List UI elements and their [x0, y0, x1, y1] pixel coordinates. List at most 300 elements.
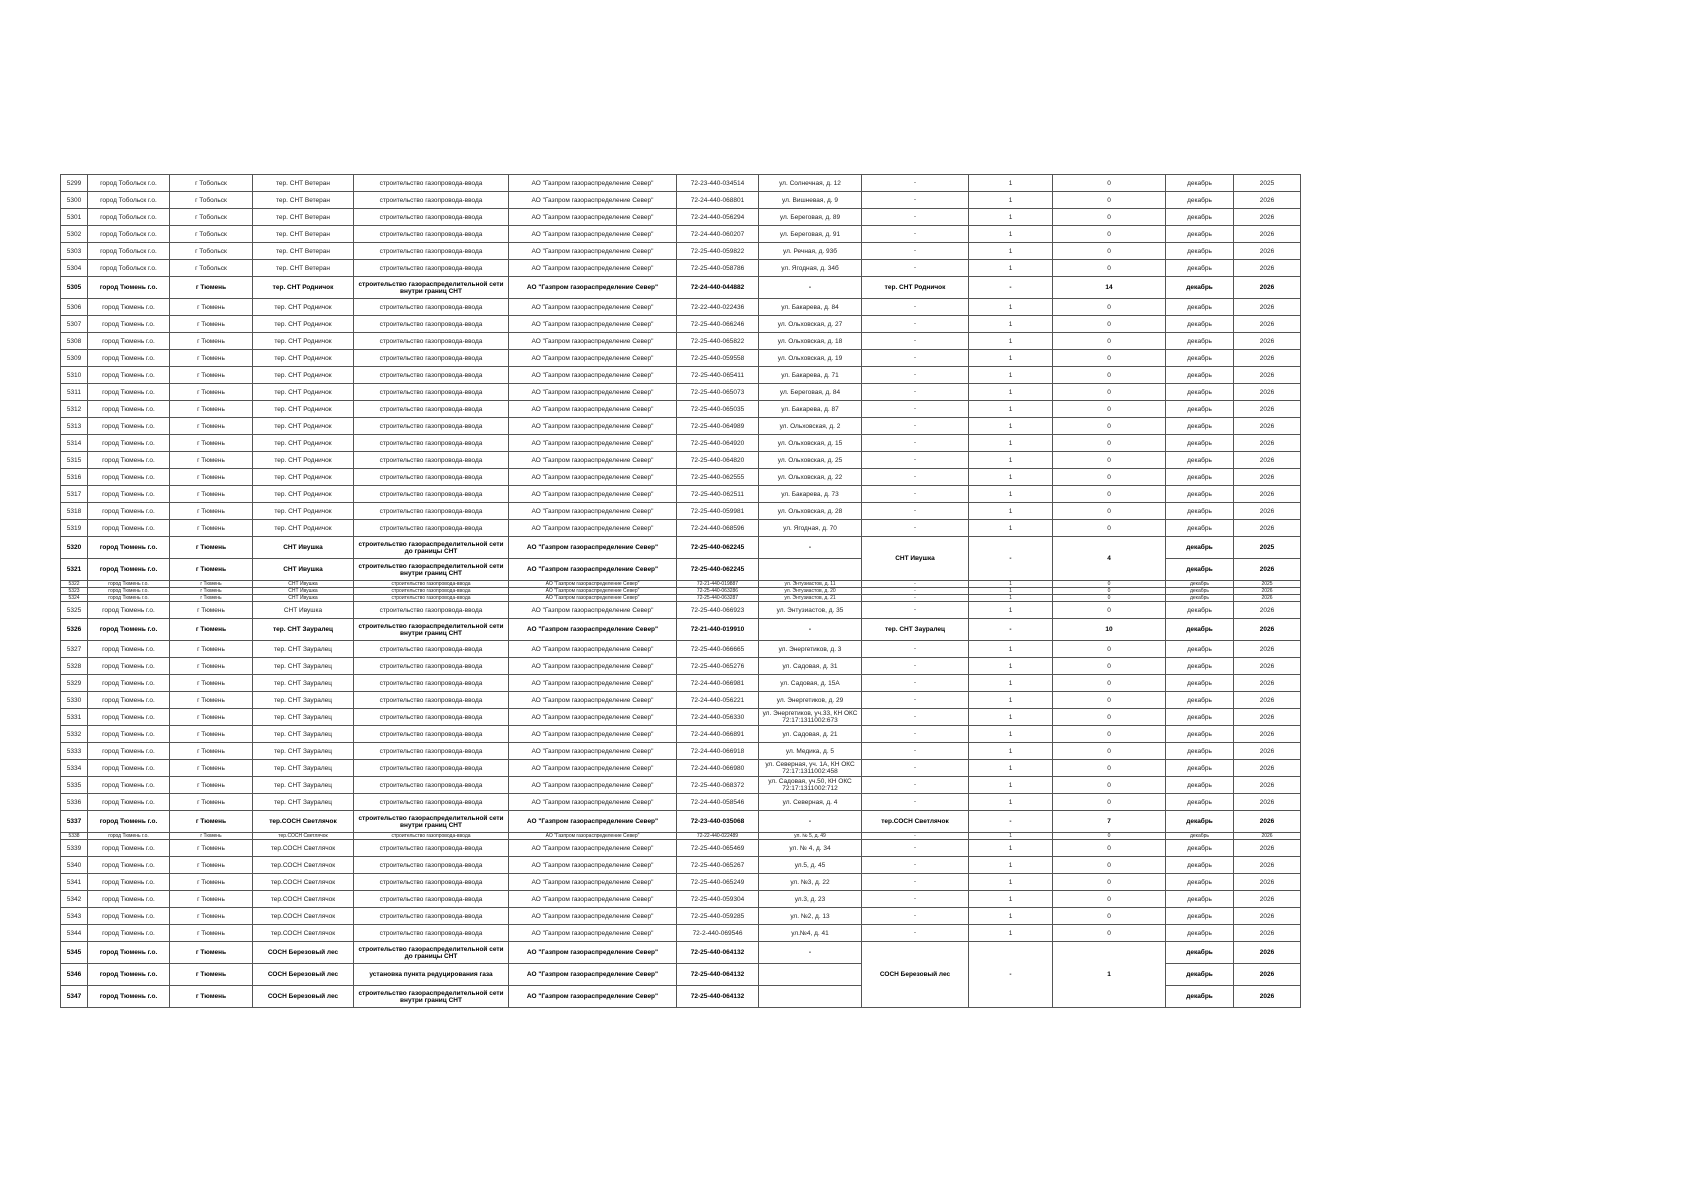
count-inputs-cell: 1	[969, 777, 1053, 794]
count-inputs-cell: 1	[969, 299, 1053, 316]
year-cell: 2025	[1234, 581, 1301, 588]
table-row	[61, 384, 1301, 401]
year-cell: 2026	[1234, 435, 1301, 452]
organization-cell: АО "Газпром газораспределение Север"	[509, 964, 677, 986]
month-cell: декабрь	[1166, 350, 1234, 367]
territory-group-cell: -	[862, 588, 969, 595]
count-connections-cell: 0	[1053, 418, 1166, 435]
application-code-cell: 72-25-440-059981	[677, 503, 759, 520]
table-row	[61, 209, 1301, 226]
application-code-cell: 72-25-440-059822	[677, 243, 759, 260]
locality-cell: г Тюмень	[170, 401, 253, 418]
address-cell: ул. Ольховская, д. 28	[759, 503, 862, 520]
territory-group-cell: СОСН Березовый лес	[862, 942, 969, 1008]
municipality-cell: город Тюмень г.о.	[88, 891, 170, 908]
row-number-cell: 5310	[61, 367, 88, 384]
table-row	[61, 777, 1301, 794]
count-inputs-cell: -	[969, 619, 1053, 641]
month-cell: декабрь	[1166, 503, 1234, 520]
count-inputs-cell: 1	[969, 874, 1053, 891]
municipality-cell: город Тюмень г.о.	[88, 595, 170, 602]
territory-cell: тер. СНТ Родничок	[253, 486, 354, 503]
municipality-cell: город Тюмень г.о.	[88, 794, 170, 811]
address-cell: ул. Садовая, д. 31	[759, 658, 862, 675]
municipality-cell: город Тюмень г.о.	[88, 588, 170, 595]
row-number-cell: 5318	[61, 503, 88, 520]
table-row	[61, 192, 1301, 209]
month-cell: декабрь	[1166, 811, 1234, 833]
row-number-cell: 5314	[61, 435, 88, 452]
municipality-cell: город Тюмень г.о.	[88, 964, 170, 986]
year-cell: 2026	[1234, 588, 1301, 595]
address-cell: ул. Энергетиков, уч.33, КН ОКС 72:17:1311002:673	[759, 709, 862, 726]
application-code-cell: 72-25-440-064132	[677, 942, 759, 964]
count-inputs-cell: 1	[969, 588, 1053, 595]
work-type-cell: строительство газораспределительной сети до границы СНТ	[354, 942, 509, 964]
month-cell: декабрь	[1166, 619, 1234, 641]
address-cell: ул.3, д. 23	[759, 891, 862, 908]
month-cell: декабрь	[1166, 777, 1234, 794]
territory-cell: тер. СНТ Зауралец	[253, 692, 354, 709]
work-type-cell: строительство газопровода-ввода	[354, 486, 509, 503]
year-cell: 2026	[1234, 503, 1301, 520]
locality-cell: г Тюмень	[170, 316, 253, 333]
month-cell: декабрь	[1166, 333, 1234, 350]
count-inputs-cell: 1	[969, 486, 1053, 503]
count-connections-cell: 0	[1053, 486, 1166, 503]
municipality-cell: город Тюмень г.о.	[88, 811, 170, 833]
month-cell: декабрь	[1166, 908, 1234, 925]
territory-group-cell: -	[862, 175, 969, 192]
work-type-cell: строительство газораспределительной сети внутри границ СНТ	[354, 986, 509, 1008]
territory-cell: тер. СНТ Родничок	[253, 503, 354, 520]
locality-cell: г Тобольск	[170, 209, 253, 226]
work-type-cell: строительство газопровода-ввода	[354, 777, 509, 794]
municipality-cell: город Тюмень г.о.	[88, 602, 170, 619]
month-cell: декабрь	[1166, 602, 1234, 619]
count-connections-cell: 0	[1053, 520, 1166, 537]
application-code-cell: 72-24-440-056221	[677, 692, 759, 709]
count-inputs-cell: -	[969, 277, 1053, 299]
locality-cell: г Тюмень	[170, 520, 253, 537]
application-code-cell: 72-24-440-066980	[677, 760, 759, 777]
territory-cell: тер. СНТ Зауралец	[253, 658, 354, 675]
municipality-cell: город Тюмень г.о.	[88, 777, 170, 794]
territory-group-cell: -	[862, 675, 969, 692]
count-inputs-cell: 1	[969, 260, 1053, 277]
locality-cell: г Тобольск	[170, 243, 253, 260]
organization-cell: АО "Газпром газораспределение Север"	[509, 692, 677, 709]
table-row	[61, 367, 1301, 384]
territory-group-cell: -	[862, 794, 969, 811]
territory-cell: тер. СНТ Зауралец	[253, 619, 354, 641]
organization-cell: АО "Газпром газораспределение Север"	[509, 709, 677, 726]
table-row	[61, 418, 1301, 435]
count-inputs-cell: 1	[969, 840, 1053, 857]
territory-cell: тер. СНТ Зауралец	[253, 743, 354, 760]
municipality-cell: город Тюмень г.о.	[88, 316, 170, 333]
table-row	[61, 726, 1301, 743]
count-inputs-cell: 1	[969, 760, 1053, 777]
month-cell: декабрь	[1166, 658, 1234, 675]
row-number-cell: 5325	[61, 602, 88, 619]
row-number-cell: 5346	[61, 964, 88, 986]
locality-cell: г Тюмень	[170, 435, 253, 452]
count-inputs-cell: -	[969, 537, 1053, 581]
territory-group-cell: тер. СНТ Зауралец	[862, 619, 969, 641]
work-type-cell: строительство газопровода-ввода	[354, 743, 509, 760]
row-number-cell: 5341	[61, 874, 88, 891]
year-cell: 2026	[1234, 811, 1301, 833]
address-cell: ул. Северная, уч. 1А, КН ОКС 72:17:1311002:458	[759, 760, 862, 777]
address-cell: ул. Садовая, д. 21	[759, 726, 862, 743]
application-code-cell: 72-24-440-066981	[677, 675, 759, 692]
count-inputs-cell: 1	[969, 452, 1053, 469]
address-cell: ул. Энтузиастов, д. 21	[759, 595, 862, 602]
row-number-cell: 5303	[61, 243, 88, 260]
organization-cell: АО "Газпром газораспределение Север"	[509, 743, 677, 760]
municipality-cell: город Тюмень г.о.	[88, 908, 170, 925]
territory-group-cell: -	[862, 226, 969, 243]
row-number-cell: 5329	[61, 675, 88, 692]
municipality-cell: город Тюмень г.о.	[88, 418, 170, 435]
table-row	[61, 743, 1301, 760]
count-inputs-cell: 1	[969, 503, 1053, 520]
territory-group-cell: -	[862, 777, 969, 794]
table-row	[61, 908, 1301, 925]
year-cell: 2026	[1234, 908, 1301, 925]
row-number-cell: 5302	[61, 226, 88, 243]
address-cell: ул. Бакарева, д. 84	[759, 299, 862, 316]
count-connections-cell: 0	[1053, 384, 1166, 401]
work-type-cell: строительство газопровода-ввода	[354, 891, 509, 908]
address-cell: ул. Ольховская, д. 15	[759, 435, 862, 452]
row-number-cell: 5308	[61, 333, 88, 350]
work-type-cell: строительство газопровода-ввода	[354, 350, 509, 367]
address-cell	[759, 559, 862, 581]
month-cell: декабрь	[1166, 435, 1234, 452]
address-cell: ул. № 4, д. 34	[759, 840, 862, 857]
count-inputs-cell: 1	[969, 367, 1053, 384]
locality-cell: г Тюмень	[170, 559, 253, 581]
territory-cell: тер. СНТ Зауралец	[253, 641, 354, 658]
organization-cell: АО "Газпром газораспределение Север"	[509, 595, 677, 602]
territory-group-cell: тер.СОСН Светлячок	[862, 811, 969, 833]
count-inputs-cell: 1	[969, 857, 1053, 874]
count-connections-cell: 0	[1053, 743, 1166, 760]
address-cell: ул. Бакарева, д. 73	[759, 486, 862, 503]
month-cell: декабрь	[1166, 299, 1234, 316]
year-cell: 2026	[1234, 925, 1301, 942]
count-inputs-cell: 1	[969, 658, 1053, 675]
organization-cell: АО "Газпром газораспределение Север"	[509, 350, 677, 367]
address-cell: ул. Ольховская, д. 25	[759, 452, 862, 469]
locality-cell: г Тобольск	[170, 192, 253, 209]
year-cell: 2026	[1234, 840, 1301, 857]
address-cell: -	[759, 942, 862, 964]
municipality-cell: город Тюмень г.о.	[88, 942, 170, 964]
organization-cell: АО "Газпром газораспределение Север"	[509, 277, 677, 299]
application-code-cell: 72-25-440-058786	[677, 260, 759, 277]
locality-cell: г Тюмень	[170, 986, 253, 1008]
territory-group-cell: -	[862, 260, 969, 277]
count-inputs-cell: 1	[969, 175, 1053, 192]
municipality-cell: город Тюмень г.о.	[88, 333, 170, 350]
territory-group-cell: -	[862, 760, 969, 777]
count-connections-cell: 0	[1053, 833, 1166, 840]
territory-cell: СНТ Ивушка	[253, 602, 354, 619]
count-inputs-cell: 1	[969, 520, 1053, 537]
month-cell: декабрь	[1166, 367, 1234, 384]
territory-cell: тер.СОСН Светлячок	[253, 925, 354, 942]
row-number-cell: 5338	[61, 833, 88, 840]
application-code-cell: 72-25-440-062245	[677, 559, 759, 581]
work-type-cell: строительство газопровода-ввода	[354, 384, 509, 401]
count-connections-cell: 0	[1053, 709, 1166, 726]
application-code-cell: 72-25-440-066665	[677, 641, 759, 658]
application-code-cell: 72-24-440-066891	[677, 726, 759, 743]
month-cell: декабрь	[1166, 595, 1234, 602]
table-row	[61, 226, 1301, 243]
municipality-cell: город Тюмень г.о.	[88, 833, 170, 840]
municipality-cell: город Тюмень г.о.	[88, 840, 170, 857]
locality-cell: г Тюмень	[170, 833, 253, 840]
count-inputs-cell: 1	[969, 192, 1053, 209]
application-code-cell: 72-25-440-059304	[677, 891, 759, 908]
address-cell: ул. Садовая, уч.50, КН ОКС 72:17:1311002:712	[759, 777, 862, 794]
municipality-cell: город Тюмень г.о.	[88, 658, 170, 675]
territory-group-cell: -	[862, 350, 969, 367]
address-cell: ул. Ольховская, д. 27	[759, 316, 862, 333]
count-connections-cell: 0	[1053, 469, 1166, 486]
row-number-cell: 5327	[61, 641, 88, 658]
count-connections-cell: 0	[1053, 777, 1166, 794]
locality-cell: г Тюмень	[170, 367, 253, 384]
locality-cell: г Тюмень	[170, 675, 253, 692]
year-cell: 2026	[1234, 243, 1301, 260]
count-connections-cell: 0	[1053, 692, 1166, 709]
address-cell: ул. Энтузиастов, д. 11	[759, 581, 862, 588]
count-connections-cell: 0	[1053, 908, 1166, 925]
month-cell: декабрь	[1166, 641, 1234, 658]
organization-cell: АО "Газпром газораспределение Север"	[509, 658, 677, 675]
organization-cell: АО "Газпром газораспределение Север"	[509, 333, 677, 350]
address-cell: ул. Ягодная, д. 34б	[759, 260, 862, 277]
municipality-cell: город Тюмень г.о.	[88, 709, 170, 726]
municipality-cell: город Тюмень г.о.	[88, 857, 170, 874]
address-cell: ул. №3, д. 22	[759, 874, 862, 891]
work-type-cell: строительство газопровода-ввода	[354, 316, 509, 333]
count-connections-cell: 0	[1053, 209, 1166, 226]
count-connections-cell: 0	[1053, 581, 1166, 588]
table-row	[61, 452, 1301, 469]
row-number-cell: 5309	[61, 350, 88, 367]
locality-cell: г Тюмень	[170, 942, 253, 964]
organization-cell: АО "Газпром газораспределение Север"	[509, 243, 677, 260]
territory-group-cell: -	[862, 709, 969, 726]
territory-cell: тер. СНТ Зауралец	[253, 777, 354, 794]
territory-group-cell: -	[862, 469, 969, 486]
month-cell: декабрь	[1166, 964, 1234, 986]
work-type-cell: строительство газопровода-ввода	[354, 760, 509, 777]
territory-group-cell: -	[862, 299, 969, 316]
month-cell: декабрь	[1166, 486, 1234, 503]
row-number-cell: 5301	[61, 209, 88, 226]
table-row	[61, 619, 1301, 641]
count-inputs-cell: 1	[969, 743, 1053, 760]
count-connections-cell: 14	[1053, 277, 1166, 299]
work-type-cell: строительство газопровода-ввода	[354, 452, 509, 469]
year-cell: 2026	[1234, 277, 1301, 299]
work-type-cell: строительство газопровода-ввода	[354, 726, 509, 743]
territory-group-cell: -	[862, 658, 969, 675]
count-inputs-cell: 1	[969, 908, 1053, 925]
territory-cell: тер. СНТ Ветеран	[253, 243, 354, 260]
count-connections-cell: 0	[1053, 588, 1166, 595]
organization-cell: АО "Газпром газораспределение Север"	[509, 581, 677, 588]
territory-group-cell: -	[862, 486, 969, 503]
count-inputs-cell: 1	[969, 333, 1053, 350]
territory-cell: тер. СНТ Зауралец	[253, 709, 354, 726]
count-inputs-cell: 1	[969, 675, 1053, 692]
municipality-cell: город Тюмень г.о.	[88, 469, 170, 486]
application-code-cell: 72-2-440-069546	[677, 925, 759, 942]
municipality-cell: город Тюмень г.о.	[88, 559, 170, 581]
row-number-cell: 5343	[61, 908, 88, 925]
work-type-cell: строительство газопровода-ввода	[354, 209, 509, 226]
territory-cell: тер. СНТ Родничок	[253, 401, 354, 418]
municipality-cell: город Тюмень г.о.	[88, 367, 170, 384]
application-code-cell: 72-25-440-065822	[677, 333, 759, 350]
month-cell: декабрь	[1166, 537, 1234, 559]
locality-cell: г Тюмень	[170, 891, 253, 908]
application-code-cell: 72-25-440-059558	[677, 350, 759, 367]
table-row	[61, 709, 1301, 726]
municipality-cell: город Тюмень г.о.	[88, 675, 170, 692]
count-inputs-cell: 1	[969, 595, 1053, 602]
organization-cell: АО "Газпром газораспределение Север"	[509, 641, 677, 658]
organization-cell: АО "Газпром газораспределение Север"	[509, 777, 677, 794]
count-connections-cell: 0	[1053, 333, 1166, 350]
row-number-cell: 5304	[61, 260, 88, 277]
territory-cell: тер.СОСН Светлячок	[253, 891, 354, 908]
table-body	[61, 175, 1301, 1008]
row-number-cell: 5326	[61, 619, 88, 641]
year-cell: 2026	[1234, 469, 1301, 486]
municipality-cell: город Тюмень г.о.	[88, 350, 170, 367]
territory-cell: тер.СОСН Светлячок	[253, 908, 354, 925]
territory-group-cell: -	[862, 908, 969, 925]
territory-cell: тер. СНТ Родничок	[253, 452, 354, 469]
month-cell: декабрь	[1166, 401, 1234, 418]
locality-cell: г Тюмень	[170, 857, 253, 874]
application-code-cell: 72-25-440-065276	[677, 658, 759, 675]
count-connections-cell: 0	[1053, 602, 1166, 619]
table-row	[61, 760, 1301, 777]
year-cell: 2026	[1234, 452, 1301, 469]
count-inputs-cell: 1	[969, 726, 1053, 743]
application-code-cell: 72-25-440-064132	[677, 986, 759, 1008]
territory-cell: тер.СОСН Светлячок	[253, 874, 354, 891]
work-type-cell: строительство газораспределительной сети внутри границ СНТ	[354, 811, 509, 833]
row-number-cell: 5306	[61, 299, 88, 316]
territory-group-cell: -	[862, 891, 969, 908]
address-cell: ул. Береговая, д. 84	[759, 384, 862, 401]
count-connections-cell: 0	[1053, 675, 1166, 692]
territory-group-cell: -	[862, 874, 969, 891]
count-connections-cell: 0	[1053, 299, 1166, 316]
table-row	[61, 503, 1301, 520]
row-number-cell: 5345	[61, 942, 88, 964]
locality-cell: г Тюмень	[170, 588, 253, 595]
territory-cell: тер. СНТ Ветеран	[253, 175, 354, 192]
organization-cell: АО "Газпром газораспределение Север"	[509, 942, 677, 964]
address-cell: ул. Энергетиков, д. 29	[759, 692, 862, 709]
organization-cell: АО "Газпром газораспределение Север"	[509, 811, 677, 833]
count-inputs-cell: 1	[969, 925, 1053, 942]
locality-cell: г Тюмень	[170, 964, 253, 986]
month-cell: декабрь	[1166, 277, 1234, 299]
municipality-cell: город Тюмень г.о.	[88, 384, 170, 401]
territory-group-cell: -	[862, 333, 969, 350]
table-row	[61, 333, 1301, 350]
month-cell: декабрь	[1166, 891, 1234, 908]
count-connections-cell: 0	[1053, 760, 1166, 777]
work-type-cell: строительство газопровода-ввода	[354, 794, 509, 811]
work-type-cell: строительство газопровода-ввода	[354, 874, 509, 891]
month-cell: декабрь	[1166, 833, 1234, 840]
table-row	[61, 840, 1301, 857]
row-number-cell: 5330	[61, 692, 88, 709]
territory-group-cell: -	[862, 602, 969, 619]
year-cell: 2026	[1234, 333, 1301, 350]
table-row	[61, 874, 1301, 891]
table-row	[61, 260, 1301, 277]
count-connections-cell: 0	[1053, 192, 1166, 209]
work-type-cell: строительство газопровода-ввода	[354, 192, 509, 209]
territory-group-cell: -	[862, 726, 969, 743]
organization-cell: АО "Газпром газораспределение Север"	[509, 537, 677, 559]
territory-group-cell: -	[862, 243, 969, 260]
address-cell: ул. №2, д. 13	[759, 908, 862, 925]
locality-cell: г Тобольск	[170, 260, 253, 277]
count-connections-cell: 0	[1053, 641, 1166, 658]
application-code-cell: 72-25-440-065411	[677, 367, 759, 384]
locality-cell: г Тобольск	[170, 226, 253, 243]
application-code-cell: 72-25-440-066923	[677, 602, 759, 619]
address-cell: ул. Энергетиков, д. 3	[759, 641, 862, 658]
application-code-cell: 72-24-440-058546	[677, 794, 759, 811]
count-inputs-cell: 1	[969, 435, 1053, 452]
month-cell: декабрь	[1166, 581, 1234, 588]
locality-cell: г Тюмень	[170, 641, 253, 658]
work-type-cell: строительство газопровода-ввода	[354, 418, 509, 435]
year-cell: 2026	[1234, 316, 1301, 333]
territory-group-cell: -	[862, 384, 969, 401]
municipality-cell: город Тюмень г.о.	[88, 486, 170, 503]
territory-cell: тер. СНТ Родничок	[253, 469, 354, 486]
work-type-cell: строительство газопровода-ввода	[354, 857, 509, 874]
organization-cell: АО "Газпром газораспределение Север"	[509, 857, 677, 874]
month-cell: декабрь	[1166, 260, 1234, 277]
organization-cell: АО "Газпром газораспределение Север"	[509, 367, 677, 384]
address-cell: ул.5, д. 45	[759, 857, 862, 874]
table-row	[61, 658, 1301, 675]
municipality-cell: город Тюмень г.о.	[88, 726, 170, 743]
application-code-cell: 72-25-440-065249	[677, 874, 759, 891]
year-cell: 2026	[1234, 384, 1301, 401]
application-code-cell: 72-24-440-068596	[677, 520, 759, 537]
